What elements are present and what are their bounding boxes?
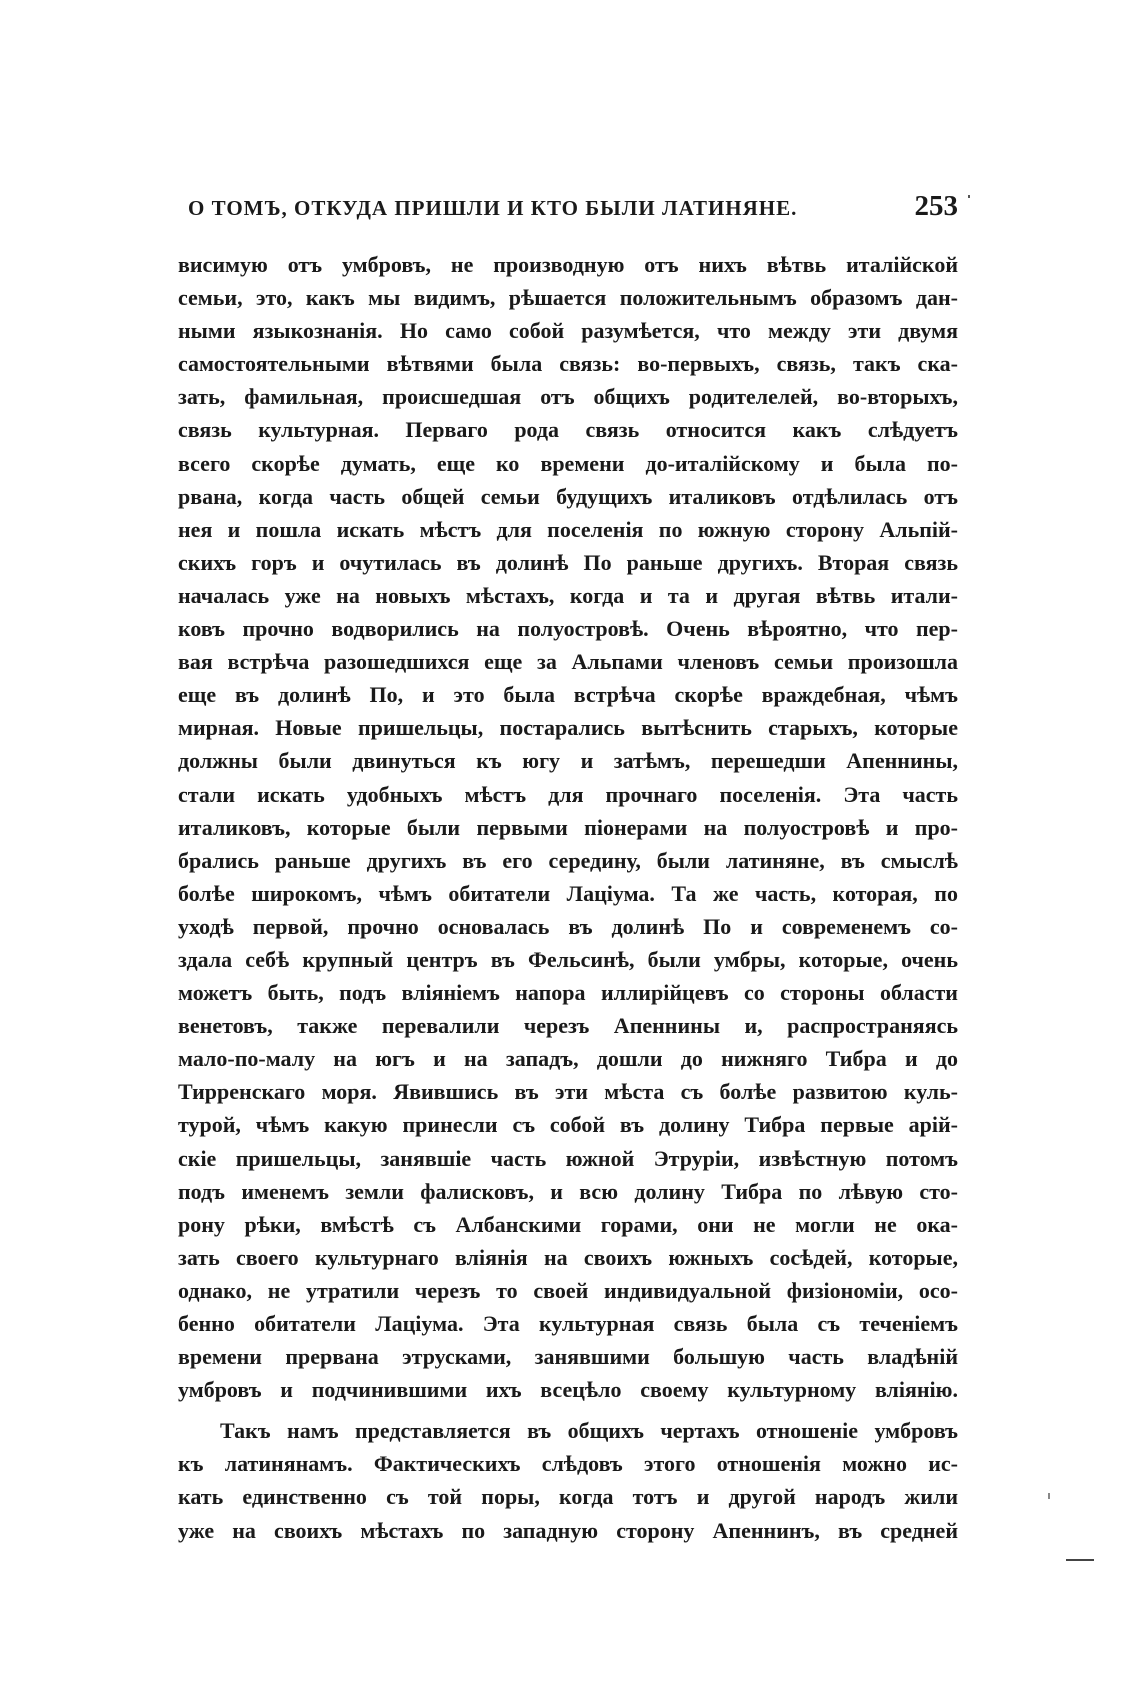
text-line: зать, фамильная, происшедшая отъ общихъ родителелей, во-вторыхъ, bbox=[178, 384, 958, 410]
text-line: еще въ долинѣ По, и это была встрѣча скорѣе враждебная, чѣмъ bbox=[178, 682, 958, 708]
text-line: Такъ намъ представляется въ общихъ чертахъ отношеніе умбровъ bbox=[220, 1418, 958, 1444]
text-line: венетовъ, также перевалили черезъ Апеннины и, распространяясь bbox=[178, 1013, 958, 1039]
text-line: началась уже на новыхъ мѣстахъ, когда и та и другая вѣтвь итали- bbox=[178, 582, 958, 608]
paragraph-gap bbox=[178, 1406, 958, 1414]
margin-mark bbox=[968, 195, 970, 198]
text-line: всего скорѣе думать, еще ко времени до-италійскому и была по- bbox=[178, 450, 958, 476]
text-line: брались раньше другихъ въ его середину, были латиняне, въ смыслѣ bbox=[178, 847, 958, 873]
text-line: висимую отъ умбровъ, не производную отъ нихъ вѣтвь италійской bbox=[178, 252, 958, 277]
page-number: 253 bbox=[914, 190, 958, 222]
text-line: рону рѣки, вмѣстѣ съ Албанскими горами, они не могли не ока- bbox=[178, 1211, 958, 1237]
body-text bbox=[178, 248, 958, 1547]
margin-mark bbox=[1048, 1493, 1050, 1499]
text-line: мало-по-малу на югъ и на западъ, дошли до нижняго Тибра и до bbox=[178, 1046, 958, 1072]
text-line: ными языкознанія. Но само собой разумѣется, что между эти двумя bbox=[178, 318, 958, 344]
text-line: кать единственно съ той поры, когда тотъ и другой народъ жили bbox=[178, 1484, 958, 1510]
text-line: зать своего культурнаго вліянія на своихъ южныхъ сосѣдей, которые, bbox=[178, 1244, 958, 1270]
text-line: турой, чѣмъ какую принесли съ собой въ долину Тибра первые арій- bbox=[178, 1112, 958, 1138]
text-line: уходѣ первой, прочно основалась въ долинѣ По и современемъ со- bbox=[178, 913, 958, 939]
text-line: семьи, это, какъ мы видимъ, рѣшается положительнымъ образомъ дан- bbox=[178, 285, 958, 311]
text-line: нея и пошла искать мѣстъ для поселенія по южную сторону Альпій- bbox=[178, 516, 958, 542]
text-line: Тирренскаго моря. Явившись въ эти мѣста съ болѣе развитою куль- bbox=[178, 1079, 958, 1105]
paragraph bbox=[178, 248, 958, 1406]
text-line: вая встрѣча разошедшихся еще за Альпами членовъ семьи произошла bbox=[178, 649, 958, 675]
text-line: болѣе широкомъ, чѣмъ обитатели Лаціума. Та же часть, которая, по bbox=[178, 880, 958, 906]
text-line: ковъ прочно водворились на полуостровѣ. Очень вѣроятно, что пер- bbox=[178, 616, 958, 642]
paragraph bbox=[178, 1414, 958, 1546]
text-line: бенно обитатели Лаціума. Эта культурная связь была съ теченіемъ bbox=[178, 1311, 958, 1336]
text-line: однако, не утратили черезъ то своей индивидуальной физіономіи, осо- bbox=[178, 1277, 958, 1303]
text-line: италиковъ, которые были первыми піонерами на полуостровѣ и про- bbox=[178, 814, 958, 840]
text-line: рвана, когда часть общей семьи будущихъ италиковъ отдѣлилась отъ bbox=[178, 483, 958, 509]
text-line: мирная. Новые пришельцы, постарались вытѣснить старыхъ, которые bbox=[178, 715, 958, 741]
text-line: скихъ горъ и очутилась въ долинѣ По раньше другихъ. Вторая связь bbox=[178, 549, 958, 575]
margin-dash bbox=[1066, 1559, 1094, 1561]
text-line: уже на своихъ мѣстахъ по западную сторону Апеннинъ, въ средней bbox=[178, 1517, 958, 1543]
text-line: времени прервана этрусками, занявшими большую часть владѣній bbox=[178, 1344, 958, 1370]
text-line: связь культурная. Перваго рода связь относится какъ слѣдуетъ bbox=[178, 417, 958, 443]
text-line: должны были двинуться къ югу и затѣмъ, перешедши Апеннины, bbox=[178, 748, 958, 774]
text-line: самостоятельными вѣтвями была связь: во-первыхъ, связь, такъ ска- bbox=[178, 351, 958, 377]
running-title: О ТОМЪ, ОТКУДА ПРИШЛИ И КТО БЫЛИ ЛАТИНЯНЕ. bbox=[188, 196, 798, 220]
text-line: можетъ быть, подъ вліяніемъ напора иллирійцевъ со стороны области bbox=[178, 980, 958, 1006]
text-line: подъ именемъ земли фалисковъ, и всю долину Тибра по лѣвую сто- bbox=[178, 1178, 958, 1204]
text-line: къ латинянамъ. Фактическихъ слѣдовъ этого отношенія можно ис- bbox=[178, 1451, 958, 1477]
running-head bbox=[178, 190, 958, 230]
text-line: стали искать удобныхъ мѣстъ для прочнаго поселенія. Эта часть bbox=[178, 781, 958, 807]
text-line: здала себѣ крупный центръ въ Фельсинѣ, были умбры, которые, очень bbox=[178, 946, 958, 972]
text-line: умбровъ и подчинившими ихъ всецѣло своему культурному вліянію. bbox=[178, 1377, 958, 1403]
text-line: скіе пришельцы, занявшіе часть южной Этруріи, извѣстную потомъ bbox=[178, 1145, 958, 1171]
